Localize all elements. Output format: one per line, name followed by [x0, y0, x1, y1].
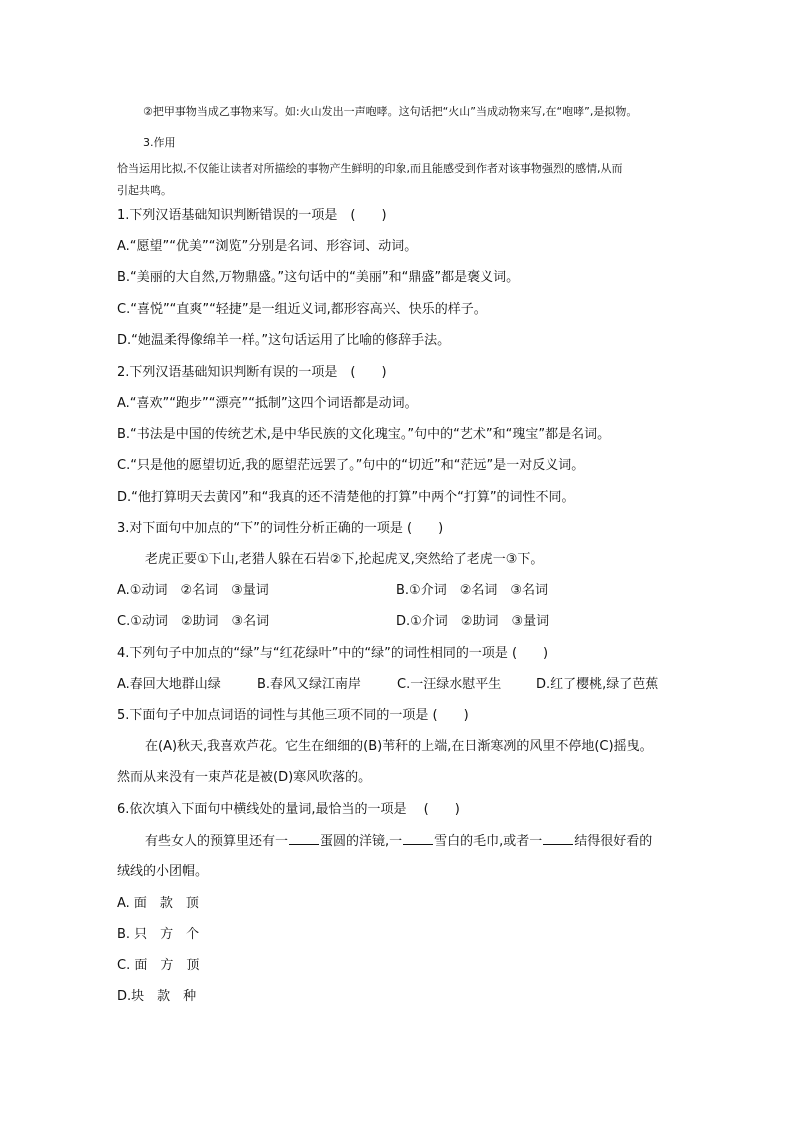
question-6-option-d: D.块 款 种 — [117, 989, 197, 1004]
question-4-stem: 4.下列句子中加点的“绿”与“红花绿叶”中的“绿”的词性相同的一项是 ( ) — [117, 646, 549, 661]
question-1-option-c: C.“喜悦”“直爽”“轻捷”是一组近义词,都形容高兴、快乐的样子。 — [117, 302, 487, 317]
question-4-option-d: D.红了樱桃,绿了芭蕉 — [536, 677, 659, 692]
question-5-passage-1: 在(A)秋天,我喜欢芦花。它生在细细的(B)苇秆的上端,在日渐寒冽的风里不停地(C)摇曳。 — [145, 739, 653, 754]
question-6-passage — [145, 832, 652, 851]
question-3-option-d: D.①介词 ②助词 ③量词 — [396, 614, 550, 629]
question-3-option-c: C.①动词 ②助词 ③名词 — [117, 614, 270, 629]
question-2-option-d: D.“他打算明天去黄冈”和“我真的还不清楚他的打算”中两个“打算”的词性不同。 — [117, 490, 575, 505]
passage-part-d: 结得很好看的 — [574, 834, 653, 849]
question-1-stem: 1.下列汉语基础知识判断错误的一项是 ( ) — [117, 208, 387, 223]
question-2-stem: 2.下列汉语基础知识判断有误的一项是 ( ) — [117, 365, 387, 380]
function-text-1: 恰当运用比拟,不仅能让读者对所描绘的事物产生鲜明的印象,而且能感受到作者对该事物强烈的感情,从而 — [117, 162, 623, 175]
function-text-2: 引起共鸣。 — [117, 184, 172, 197]
passage-part-c: 雪白的毛巾,或者一 — [434, 834, 543, 849]
question-6-passage-2: 绒线的小团帽。 — [117, 864, 209, 879]
question-3-option-a: A.①动词 ②名词 ③量词 — [117, 583, 269, 598]
fill-blank — [403, 832, 433, 845]
question-2-option-b: B.“书法是中国的传统艺术,是中华民族的文化瑰宝。”句中的“艺术”和“瑰宝”都是名词。 — [117, 427, 611, 442]
question-2-option-a: A.“喜欢”“跑步”“漂亮”“抵制”这四个词语都是动词。 — [117, 396, 418, 411]
passage-part-a: 有些女人的预算里还有一 — [145, 834, 289, 849]
question-6-option-c: C. 面 方 顶 — [117, 958, 200, 973]
question-5-passage-2: 然而从来没有一束芦花是被(D)寒风吹落的。 — [117, 770, 372, 785]
intro-personification-2: ②把甲事物当成乙事物来写。如:火山发出一声咆哮。这句话把“火山”当成动物来写,在“咆哮”,是拟物。 — [143, 105, 638, 118]
question-3-stem: 3.对下面句中加点的“下”的词性分析正确的一项是 ( ) — [117, 521, 444, 536]
function-heading: 3.作用 — [143, 136, 176, 149]
passage-part-b: 蛋圆的洋镜,一 — [320, 834, 403, 849]
question-2-option-c: C.“只是他的愿望切近,我的愿望茫远罢了。”句中的“切近”和“茫远”是一对反义词。 — [117, 458, 585, 473]
question-4-option-c: C.一汪绿水慰平生 — [397, 677, 502, 692]
question-1-option-a: A.“愿望”“优美”“浏览”分别是名词、形容词、动词。 — [117, 239, 418, 254]
question-3-option-b: B.①介词 ②名词 ③名词 — [396, 583, 549, 598]
question-1-option-d: D.“她温柔得像绵羊一样。”这句话运用了比喻的修辞手法。 — [117, 333, 451, 348]
fill-blank — [289, 832, 319, 845]
question-6-option-b: B. 只 方 个 — [117, 927, 200, 942]
question-6-option-a: A. 面 款 顶 — [117, 896, 199, 911]
question-6-stem: 6.依次填入下面句中横线处的量词,最恰当的一项是 ( ) — [117, 802, 460, 817]
fill-blank — [543, 832, 573, 845]
question-3-passage: 老虎正要①下山,老猎人躲在石岩②下,抡起虎叉,突然给了老虎一③下。 — [145, 552, 544, 567]
question-1-option-b: B.“美丽的大自然,万物鼎盛。”这句话中的“美丽”和“鼎盛”都是褒义词。 — [117, 270, 520, 285]
question-5-stem: 5.下面句子中加点词语的词性与其他三项不同的一项是 ( ) — [117, 708, 469, 723]
question-4-option-a: A.春回大地群山绿 — [117, 677, 221, 692]
question-4-option-b: B.春风又绿江南岸 — [257, 677, 362, 692]
